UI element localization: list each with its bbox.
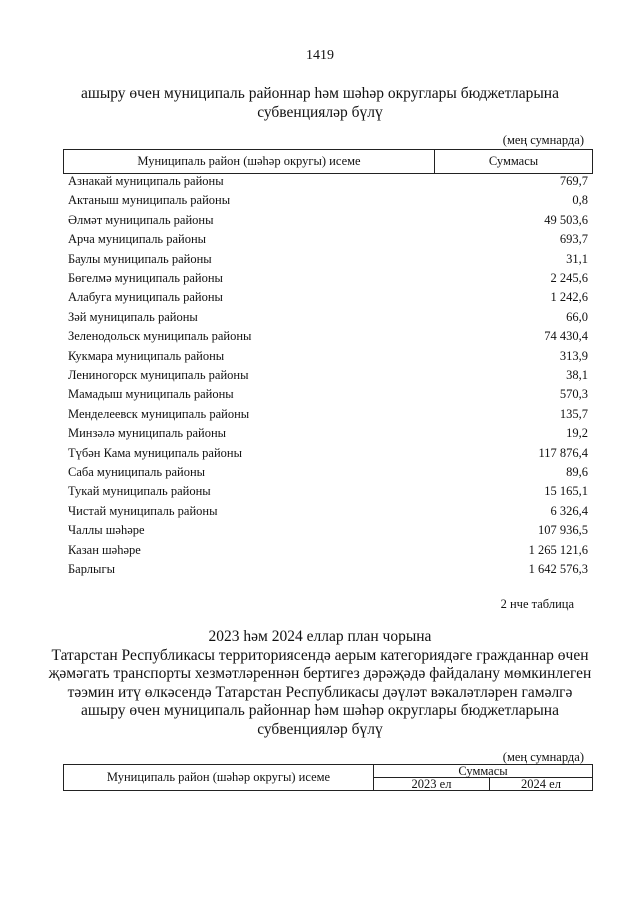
row-name: Бөгелмә муниципаль районы: [68, 271, 223, 285]
table-row: [68, 288, 588, 307]
row-name: Мамадыш муниципаль районы: [68, 387, 234, 402]
row-name: Арча муниципаль районы: [68, 232, 207, 247]
title-line: Татарстан Республикасы территориясендә аерым категориядәге гражданнар өчен: [51, 646, 589, 664]
table1-title: [0, 85, 640, 122]
header-sum: Суммасы: [435, 150, 593, 174]
row-value: 117 876,4: [538, 445, 588, 460]
row-value: 49 503,6: [544, 212, 588, 227]
table-row: [68, 560, 588, 579]
header-sum: Суммасы: [374, 765, 593, 778]
table2-title: [0, 628, 640, 739]
table-row: [68, 482, 588, 501]
row-value: 693,7: [559, 232, 588, 247]
row-name: Минзәлә муниципаль районы: [68, 426, 227, 441]
row-name: Зеленодольск муниципаль районы: [68, 329, 252, 344]
row-name: Чистай муниципаль районы: [68, 503, 218, 518]
unit-label: (мең сумнарда): [502, 750, 584, 764]
row-name: Әлмәт муниципаль районы: [68, 212, 214, 227]
row-value: 2 245,6: [550, 271, 588, 285]
row-value: 15 165,1: [544, 484, 588, 499]
row-value: 769,7: [559, 174, 588, 188]
table-row: [68, 230, 588, 249]
header-year-2024: 2024 ел: [490, 778, 593, 791]
table2-header: [63, 764, 593, 791]
table-row: [68, 269, 588, 288]
row-value: 135,7: [559, 406, 588, 421]
table1-header: [63, 149, 593, 174]
row-name: Баулы муниципаль районы: [68, 251, 212, 266]
row-name: Казан шәһәре: [68, 542, 141, 557]
row-name: Түбән Кама муниципаль районы: [68, 445, 242, 460]
title-line: субвенцияләр бүлү: [257, 103, 383, 121]
title-line: ашыру өчен муниципаль районнар һәм шәһәр округлары бюджетларына: [81, 85, 559, 102]
row-value: 74 430,4: [544, 329, 588, 344]
table-row: [68, 191, 588, 210]
table-row: [68, 308, 588, 327]
table-row: [68, 502, 588, 521]
row-name: Азнакай муниципаль районы: [68, 174, 224, 188]
title-line: тәэмин итү өлкәсендә Татарстан Республикасы дәүләт вәкаләтләрен гамәлгә: [67, 683, 573, 701]
row-name: Тукай муниципаль районы: [68, 484, 211, 499]
row-name: Лениногорск муниципаль районы: [68, 368, 249, 382]
row-name: Менделеевск муниципаль районы: [68, 406, 250, 421]
row-value: 1 242,6: [550, 290, 588, 305]
row-value: 38,1: [566, 368, 588, 382]
table-row: [68, 347, 588, 366]
row-name: Актаныш муниципаль районы: [68, 193, 231, 208]
row-value: 313,9: [559, 348, 588, 363]
row-name: Алабуга муниципаль районы: [68, 290, 223, 305]
table-label: 2 нче таблица: [500, 597, 574, 611]
row-value: 107 936,5: [538, 523, 588, 538]
table-row: [68, 366, 588, 385]
row-name: Саба муниципаль районы: [68, 465, 206, 479]
row-value: 66,0: [566, 309, 588, 324]
row-name: Чаллы шәһәре: [68, 523, 145, 538]
title-line: ашыру өчен муниципаль районнар һәм шәһәр округлары бюджетларына: [81, 702, 559, 719]
row-value: 1 642 576,3: [528, 562, 588, 576]
title-line: җәмәгать транспорты хезмәтләреннән бертигез дәрәҗәдә файдалану мөмкинлеген: [48, 665, 592, 682]
row-value: 0,8: [572, 193, 588, 208]
page-number: 1419: [306, 48, 334, 63]
row-value: 6 326,4: [550, 503, 588, 518]
row-value: 1 265 121,6: [528, 542, 588, 557]
row-value: 89,6: [566, 465, 588, 479]
header-year-2023: 2023 ел: [374, 778, 490, 791]
title-line: субвенцияләр бүлү: [257, 720, 383, 738]
title-line: 2023 һәм 2024 еллар план чорына: [208, 628, 432, 645]
row-value: 19,2: [566, 426, 588, 441]
table-row: [68, 172, 588, 191]
table-row: [68, 211, 588, 230]
table-row: [68, 250, 588, 269]
unit-label: (мең сумнарда): [502, 133, 584, 147]
table-row: [68, 444, 588, 463]
header-name: Муниципаль район (шәһәр округы) исеме: [64, 765, 374, 791]
row-name: Кукмара муниципаль районы: [68, 348, 225, 363]
header-name: Муниципаль район (шәһәр округы) исеме: [64, 150, 435, 174]
table-row: [68, 385, 588, 404]
row-value: 570,3: [559, 387, 588, 402]
table-row: [68, 463, 588, 482]
table-row: [68, 424, 588, 443]
row-name: Зәй муниципаль районы: [68, 309, 198, 324]
table-row: [68, 541, 588, 560]
table-row: [68, 405, 588, 424]
row-name: Барлыгы: [68, 562, 115, 576]
table-row: [68, 327, 588, 346]
row-value: 31,1: [566, 251, 588, 266]
table-row: [68, 521, 588, 540]
